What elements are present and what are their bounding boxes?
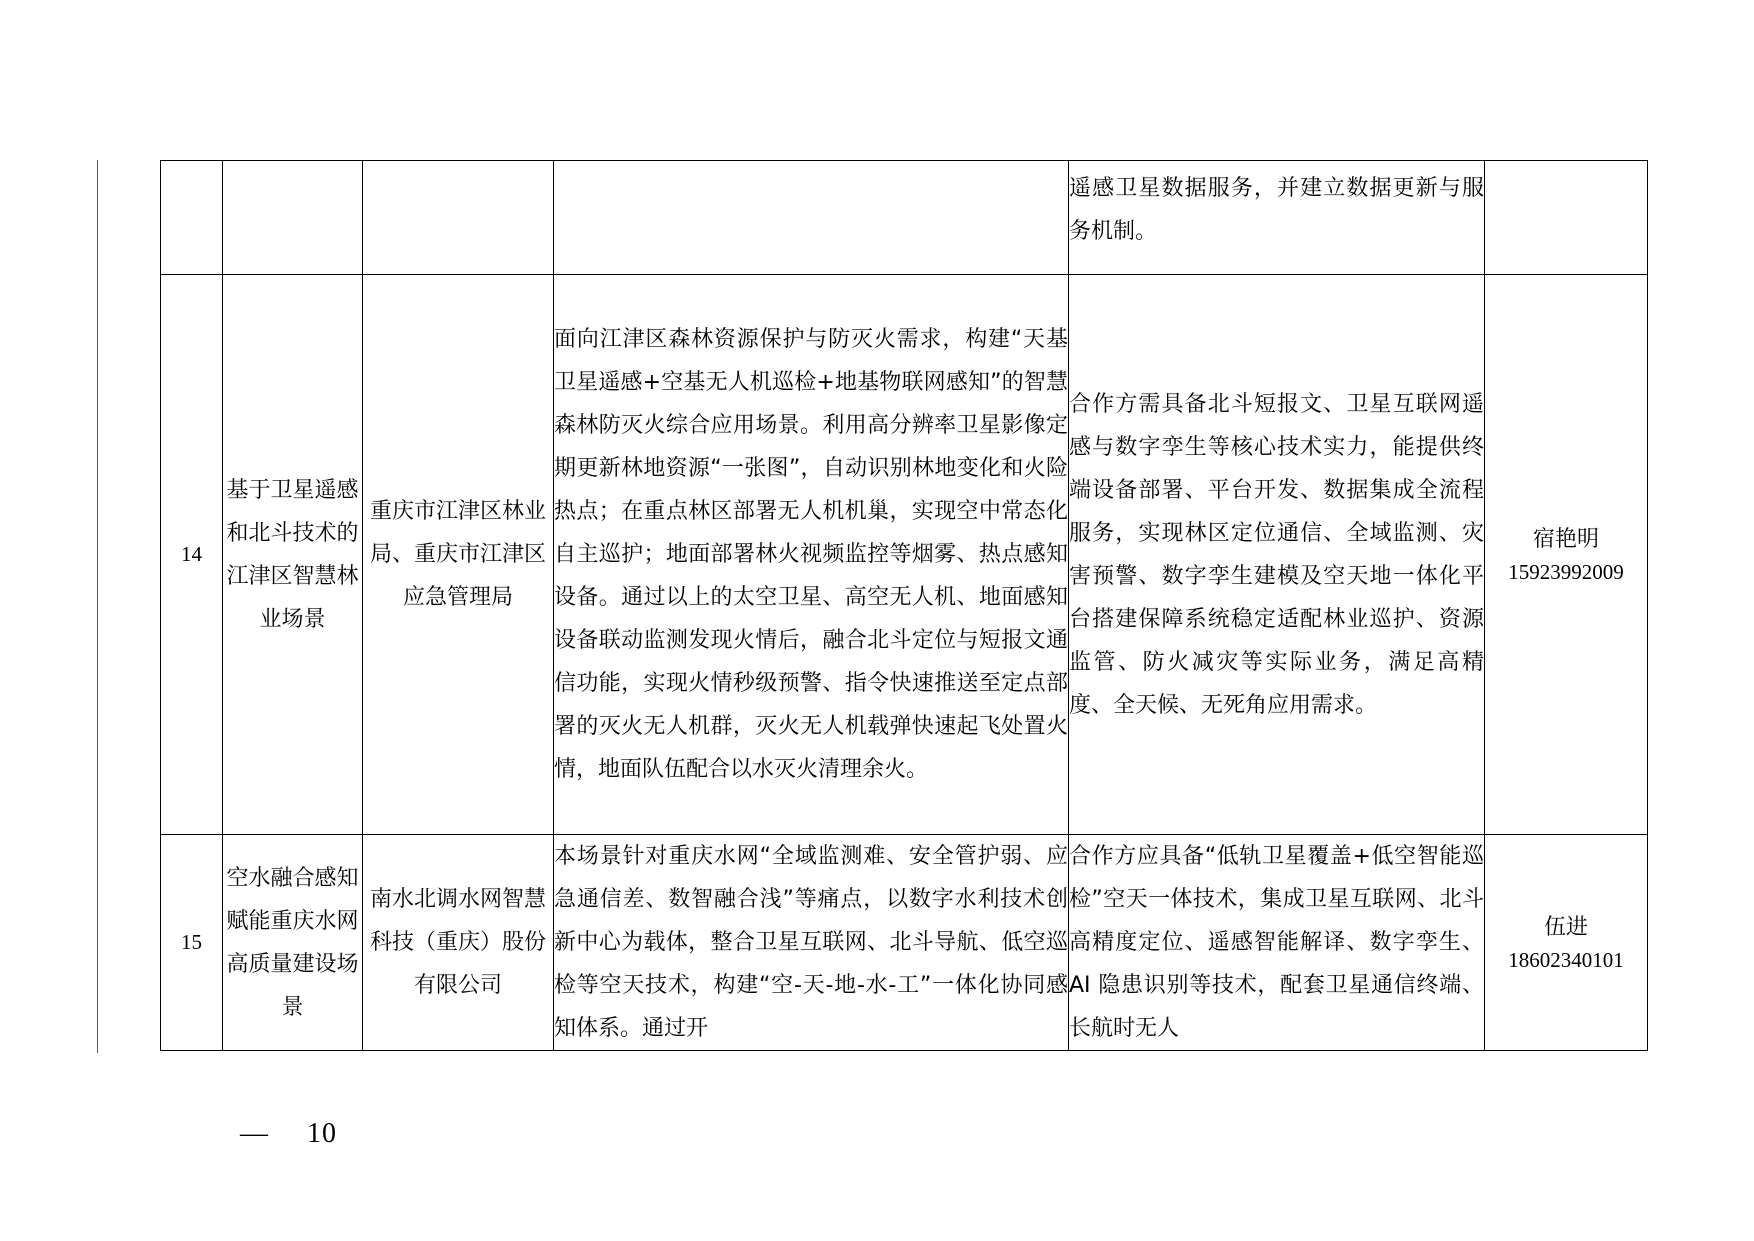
contact-cell [1485,835,1648,1051]
row-number [161,161,223,275]
scenario-description: 本场景针对重庆水网“全域监测难、安全管护弱、应急通信差、数智融合浅”等痛点，以数字水利技术创新中心为载体，整合卫星互联网、北斗导航、低空巡检等空天技术，构建“空-天-地-水-工”一体化协同感知体系。通过开 [554,844,1068,1041]
scenario-name: 空水融合感知赋能重庆水网高质量建设场景 [223,835,363,1051]
contact-name: 宿艳明 [1532,526,1599,552]
table-row [161,275,1648,835]
page-dash: — [240,1118,269,1149]
page-number: 10 [307,1118,337,1149]
scenario-description: 面向江津区森林资源保护与防灭火需求，构建“天基卫星遥感+空基无人机巡检+地基物联网感知”的智慧森林防灭火综合应用场景。利用高分辨率卫星影像定期更新林地资源“一张图”，自动识别林地变化和火险热点；在重点林区部署无人机机巢，实现空中常态化自主巡护；地面部署林火视频监控等烟雾、热点感知设备。通过以上的太空卫星、高空无人机、地面感知设备联动监测发现火情后，融合北斗定位与短报文通信功能，实现火情秒级预警、指令快速推送至定点部署的灭火无人机群，灭火无人机载弹快速起飞处置火情，地面队伍配合以水灭火清理余火。 [554,275,1069,835]
table-row [161,161,1648,275]
contact-phone: 15923992009 [1508,559,1624,584]
organization [363,161,554,275]
organization: 重庆市江津区林业局、重庆市江津区应急管理局 [363,275,554,835]
binding-margin-line [97,160,98,1053]
scenario-description-cell [554,835,1069,1051]
table-row [161,835,1648,1051]
row-number: 14 [161,275,223,835]
partner-requirements: 合作方应具备“低轨卫星覆盖+低空智能巡检”空天一体技术，集成卫星互联网、北斗高精度定位、遥感智能解译、数字孪生、AI 隐患识别等技术，配套卫星通信终端、长航时无人 [1069,844,1484,1041]
scenario-description [554,161,1069,275]
scenario-name [223,161,363,275]
partner-requirements: 合作方需具备北斗短报文、卫星互联网遥感与数字孪生等核心技术实力，能提供终端设备部署、平台开发、数据集成全流程服务，实现林区定位通信、全域监测、灾害预警、数字孪生建模及空天地一体化平台搭建保障系统稳定适配林业巡护、资源监管、防火减灾等实际业务，满足高精度、全天候、无死角应用需求。 [1069,275,1485,835]
row-number: 15 [161,835,223,1051]
project-table [160,160,1648,1051]
contact-cell [1485,161,1648,275]
contact-phone: 18602340101 [1508,947,1624,972]
page-footer [240,1118,337,1150]
contact-name: 伍进 [1543,914,1588,940]
partner-requirements: 遥感卫星数据服务，并建立数据更新与服务机制。 [1069,161,1485,275]
scenario-name: 基于卫星遥感和北斗技术的江津区智慧林业场景 [223,275,363,835]
organization: 南水北调水网智慧科技（重庆）股份有限公司 [363,835,554,1051]
contact-cell [1485,275,1648,835]
partner-requirements-cell [1069,835,1485,1051]
